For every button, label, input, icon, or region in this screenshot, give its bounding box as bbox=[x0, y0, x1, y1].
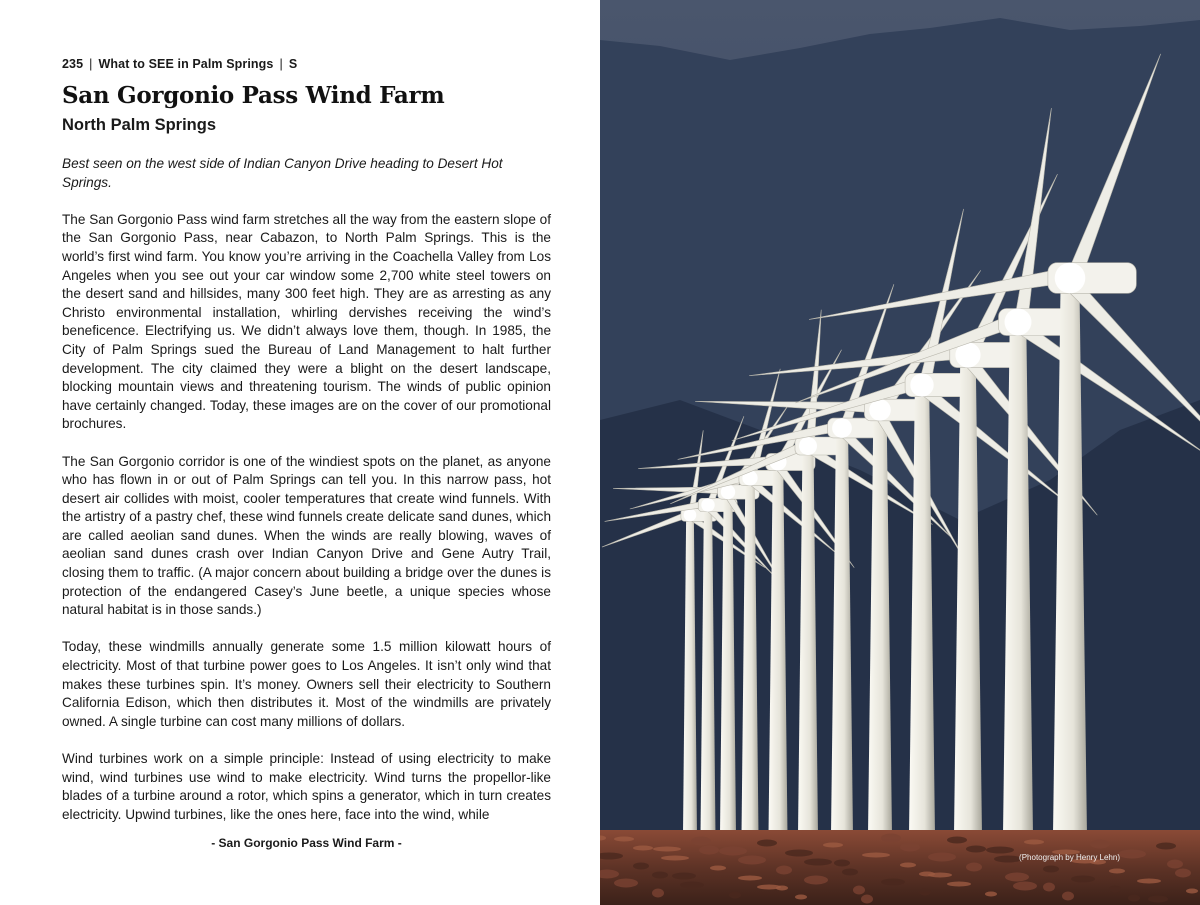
wind-turbines-illustration bbox=[600, 0, 1200, 905]
shrub bbox=[614, 837, 634, 842]
shrub bbox=[1043, 883, 1055, 892]
shrub bbox=[691, 837, 711, 846]
page-number: 235 bbox=[62, 57, 84, 71]
shrub bbox=[1062, 892, 1074, 901]
article-subtitle: North Palm Springs bbox=[62, 116, 217, 134]
shrub bbox=[729, 892, 741, 899]
turbine-hub bbox=[701, 498, 715, 512]
shrub bbox=[966, 846, 986, 853]
shrub bbox=[795, 895, 807, 900]
shrub bbox=[1109, 886, 1121, 893]
shrub bbox=[661, 856, 689, 861]
shrub bbox=[804, 876, 828, 885]
desert-ground bbox=[600, 830, 1200, 905]
shrub bbox=[1005, 873, 1029, 882]
shrub bbox=[928, 853, 956, 862]
shrub bbox=[966, 863, 982, 872]
shrub bbox=[614, 879, 638, 888]
shrub bbox=[900, 863, 916, 868]
shrub bbox=[633, 846, 653, 851]
turbine-hub bbox=[910, 373, 933, 396]
shrub bbox=[1137, 879, 1161, 884]
shrub bbox=[738, 876, 762, 881]
paragraph: The San Gorgonio corridor is one of the windiest spots on the planet, as anyone who has flown in or out of Palm Springs can tell you. In this narrow pass, hot desert air collides with moist, cooler temperatures that create wind funnels. With the artistry of a pastry chef, these wind funnels create delicate sand dunes, which are called aeolian sand dunes. When the winds are really blowing, waves of aeolian sand dunes crash over Indian Canyon Drive and Gene Autry Trail, closing them to traffic. (A major concern about building a bridge over the dunes is protection of the endangered Casey’s June beetle, a unique species whose natural habitat is in those sands.) bbox=[62, 453, 551, 618]
shrub bbox=[1090, 840, 1110, 849]
wind-farm-photo bbox=[600, 0, 1200, 905]
turbine-hub bbox=[799, 437, 817, 455]
shrub bbox=[719, 847, 747, 856]
running-head-separator: | bbox=[279, 57, 283, 71]
shrub bbox=[804, 859, 832, 866]
shrub bbox=[947, 837, 967, 844]
shrub bbox=[672, 873, 696, 880]
shrub bbox=[738, 856, 766, 865]
paragraph: The San Gorgonio Pass wind farm stretches all the way from the eastern slope of the San Gorgonio Pass, near Cabazon, to North Palm Springs. This is the world’s first wind farm. You know you’re arriving in the Coachella Valley from Los Angeles when you see out your car window some 2,700 white steel towers on the desert sand and hillsides, many 300 feet high. They are as arresting as any Christo environmental installation, whirling dervishes receiving the wind’s beneficence. Electrifying us. We didn’t always love them, though. In 1985, the City of Palm Springs sued the Bureau of Land Management to halt further development. The city claimed they were a blight on the desert landscape, blocking mountain views and threatening tourism. The winds of public opinion have certainly changed. Today, these images are on the cover of our promotional brochures. bbox=[62, 211, 551, 432]
shrub bbox=[881, 834, 901, 843]
shrub bbox=[919, 889, 931, 896]
shrub bbox=[699, 846, 719, 855]
shrub bbox=[776, 886, 788, 891]
shrub bbox=[1167, 860, 1183, 869]
turbine-hub bbox=[869, 399, 891, 421]
running-head bbox=[62, 57, 297, 71]
page-footer: - San Gorgonio Pass Wind Farm - bbox=[211, 836, 402, 850]
shrub bbox=[757, 840, 777, 847]
shrub bbox=[1148, 896, 1168, 903]
article-title: San Gorgonio Pass Wind Farm bbox=[62, 82, 445, 109]
shrub bbox=[881, 879, 905, 886]
running-head-separator: | bbox=[89, 57, 93, 71]
turbine-hub bbox=[684, 509, 697, 522]
shrub bbox=[861, 895, 873, 904]
shrub bbox=[1175, 869, 1191, 878]
shrub bbox=[1071, 876, 1095, 883]
shrub bbox=[853, 886, 865, 895]
shrub bbox=[928, 873, 952, 878]
shrub bbox=[1128, 895, 1140, 902]
turbine-hub bbox=[832, 418, 852, 438]
shrub bbox=[1109, 869, 1125, 874]
shrub bbox=[1186, 889, 1198, 894]
article-body bbox=[62, 155, 551, 824]
shrub bbox=[653, 847, 681, 852]
shrub bbox=[947, 882, 971, 887]
paragraph: Today, these windmills annually generate some 1.5 million kilowatt hours of electricity. Most of that turbine power goes to Los Angeles. It isn’t only wind that makes these turbines spin. It’s money. Owners sell their electricity to Southern California Edison, which then distributes it. Most of the windmills are privately owned. A single turbine can cost many millions of dollars. bbox=[62, 639, 551, 729]
shrub bbox=[652, 872, 668, 879]
section-letter: S bbox=[288, 57, 298, 71]
shrub bbox=[985, 892, 997, 897]
paragraph: Wind turbines work on a simple principle: Instead of using electricity to make wind, wind turbines use wind to make electricity. Wind turns the propellor-like blades of a turbine around a rotor, which spins a generator, which in turn creates electricity. Upwind turbines, like the ones here, face into the wind, while bbox=[62, 751, 551, 822]
shrub bbox=[842, 869, 858, 876]
shrub bbox=[652, 889, 664, 898]
chapter-title: What to SEE in Palm Springs bbox=[98, 57, 274, 71]
shrub bbox=[1024, 840, 1044, 845]
turbine-hub bbox=[1005, 309, 1032, 336]
shrub bbox=[834, 860, 850, 867]
shrub bbox=[710, 866, 726, 871]
shrub bbox=[1118, 850, 1146, 859]
shrub bbox=[994, 856, 1022, 863]
shrub bbox=[785, 850, 813, 857]
shrub bbox=[1013, 882, 1037, 891]
photo-credit: (Photograph by Henry Lehn) bbox=[1019, 853, 1120, 862]
shrub bbox=[633, 863, 649, 870]
shrub bbox=[680, 882, 704, 889]
shrub bbox=[1043, 866, 1059, 873]
shrub bbox=[1156, 843, 1176, 850]
shrub bbox=[862, 853, 890, 858]
shrub bbox=[823, 843, 843, 848]
article-lede: Best seen on the west side of Indian Canyon Drive heading to Desert Hot Springs. bbox=[62, 156, 503, 190]
shrub bbox=[986, 847, 1014, 854]
turbine-hub bbox=[1055, 263, 1086, 294]
shrub bbox=[776, 866, 792, 875]
shrub bbox=[900, 843, 920, 852]
